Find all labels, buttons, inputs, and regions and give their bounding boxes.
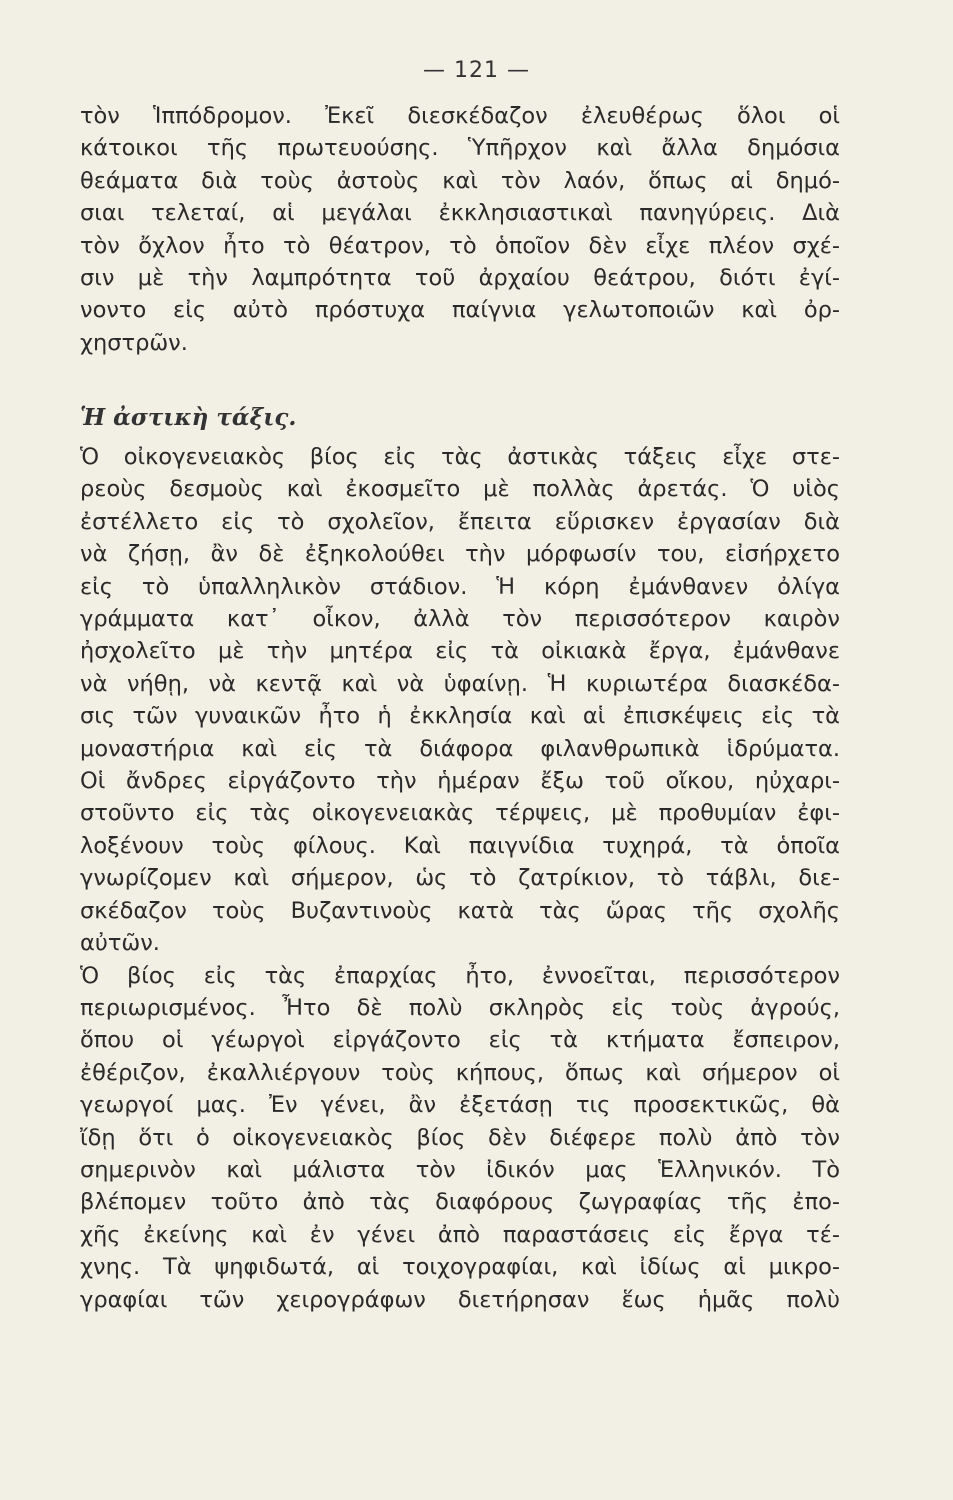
paragraph-2 xyxy=(80,441,840,1316)
text-line: στοῦντο εἰς τὰς οἰκογενειακὰς τέρψεις, μὲ προθυμίαν ἐφι- xyxy=(80,800,840,827)
text-line: εἰς τὸ ὑπαλληλικὸν στάδιον. Ἡ κόρη ἐμάνθανεν ὀλίγα xyxy=(80,573,840,600)
text-line: ρεοὺς δεσμοὺς καὶ ἐκοσμεῖτο μὲ πολλὰς ἀρετάς. Ὁ υἱὸς xyxy=(80,476,840,503)
text-line: γράμματα κατ᾽ οἶκον, ἀλλὰ τὸν περισσότερον καιρὸν xyxy=(80,606,840,633)
text-line: ἐθέριζον, ἐκαλλιέργουν τοὺς κήπους, ὅπως καὶ σήμερον οἱ xyxy=(80,1059,840,1086)
text-line: ἠσχολεῖτο μὲ τὴν μητέρα εἰς τὰ οἰκιακὰ ἔργα, ἐμάνθανε xyxy=(80,638,840,665)
text-line: Ὁ βίος εἰς τὰς ἐπαρχίας ἦτο, ἐννοεῖται, περισσότερον xyxy=(80,962,840,989)
text-line: αὐτῶν. xyxy=(80,930,160,957)
text-line: τὸν Ἱππόδρομον. Ἐκεῖ διεσκέδαζον ἐλευθέρως ὅλοι οἱ xyxy=(80,103,840,129)
text-line: θεάματα διὰ τοὺς ἀστοὺς καὶ τὸν λαόν, ὅπως αἱ δημό- xyxy=(80,167,840,194)
text-line: λοξένουν τοὺς φίλους. Καὶ παιγνίδια τυχηρά, τὰ ὁποῖα xyxy=(80,832,840,859)
text-line: σιν μὲ τὴν λαμπρότητα τοῦ ἀρχαίου θεάτρου, διότι ἐγί- xyxy=(80,265,840,292)
text-line: τὸν ὄχλον ἦτο τὸ θέατρον, τὸ ὁποῖον δὲν εἶχε πλέον σχέ- xyxy=(80,232,840,259)
text-line: γραφίαι τῶν χειρογράφων διετήρησαν ἕως ἡμᾶς πολὺ xyxy=(80,1286,840,1313)
text-line: γνωρίζομεν καὶ σήμερον, ὡς τὸ ζατρίκιον, τὸ τάβλι, διε- xyxy=(80,865,840,892)
text-line: Ὁ οἰκογενειακὸς βίος εἰς τὰς ἀστικὰς τάξεις εἶχε στε- xyxy=(80,444,840,470)
text-line: χηστρῶν. xyxy=(80,329,188,356)
text-line: γεωργοί μας. Ἐν γένει, ἂν ἐξετάσῃ τις προσεκτικῶς, θὰ xyxy=(80,1092,840,1119)
paragraph-1 xyxy=(80,100,840,359)
text-line: νὰ νήθῃ, νὰ κεντᾷ καὶ νὰ ὑφαίνῃ. Ἡ κυριωτέρα διασκέδα- xyxy=(80,670,840,697)
text-line: σκέδαζον τοὺς Βυζαντινοὺς κατὰ τὰς ὥρας τῆς σχολῆς xyxy=(80,897,840,924)
text-line: βλέπομεν τοῦτο ἀπὸ τὰς διαφόρους ζωγραφίας τῆς ἐπο- xyxy=(80,1189,840,1216)
text-line: μοναστήρια καὶ εἰς τὰ διάφορα φιλανθρωπικὰ ἱδρύματα. xyxy=(80,735,840,762)
text-line: χνης. Τὰ ψηφιδωτά, αἱ τοιχογραφίαι, καὶ ἰδίως αἱ μικρο- xyxy=(80,1254,840,1281)
text-line: κάτοικοι τῆς πρωτευούσης. Ὑπῆρχον καὶ ἄλλα δημόσια xyxy=(80,135,840,162)
text-line: σημερινὸν καὶ μάλιστα τὸν ἰδικόν μας Ἑλληνικόν. Τὸ xyxy=(80,1156,840,1183)
text-line: νὰ ζήσῃ, ἂν δὲ ἐξηκολούθει τὴν μόρφωσίν του, εἰσήρχετο xyxy=(80,541,840,568)
text-line: σιαι τελεταί, αἱ μεγάλαι ἐκκλησιαστικαὶ πανηγύρεις. Διὰ xyxy=(80,200,840,227)
text-line: χῆς ἐκείνης καὶ ἐν γένει ἀπὸ παραστάσεις εἰς ἔργα τέ- xyxy=(80,1221,840,1248)
text-line: νοντο εἰς αὐτὸ πρόστυχα παίγνια γελωτοποιῶν καὶ ὀρ- xyxy=(80,297,840,324)
section-heading: Ἡ ἀστικὴ τάξις. xyxy=(80,404,297,431)
page-number: — 121 — xyxy=(423,58,530,83)
text-line: σις τῶν γυναικῶν ἦτο ἡ ἐκκλησία καὶ αἱ ἐπισκέψεις εἰς τὰ xyxy=(80,703,840,730)
text-line: ἐστέλλετο εἰς τὸ σχολεῖον, ἔπειτα εὕρισκεν ἐργασίαν διὰ xyxy=(80,508,840,535)
text-line: ὅπου οἱ γέωργοὶ εἰργάζοντο εἰς τὰ κτήματα ἔσπειρον, xyxy=(80,1027,840,1054)
text-line: ἴδῃ ὅτι ὁ οἰκογενειακὸς βίος δὲν διέφερε πολὺ ἀπὸ τὸν xyxy=(80,1124,840,1151)
text-line: Οἱ ἄνδρες εἰργάζοντο τὴν ἡμέραν ἔξω τοῦ οἴκου, ηὐχαρι- xyxy=(80,768,840,795)
text-line: περιωρισμένος. Ἦτο δὲ πολὺ σκληρὸς εἰς τοὺς ἀγρούς, xyxy=(80,994,840,1021)
